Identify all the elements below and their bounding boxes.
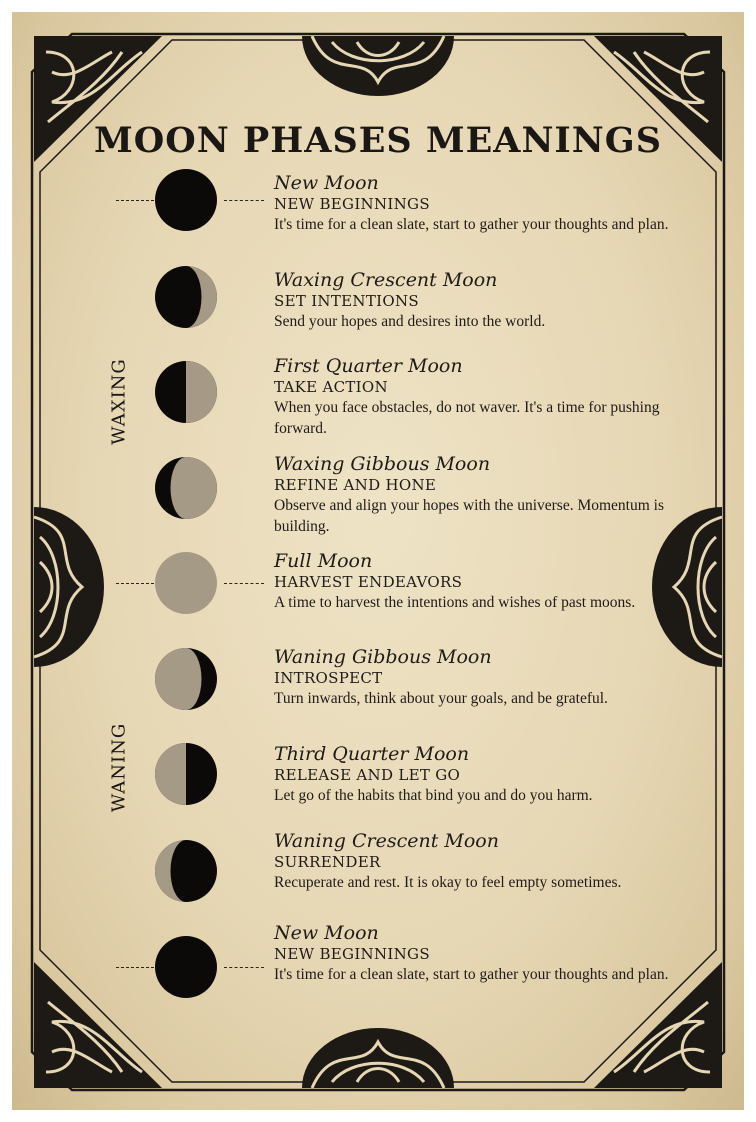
moon-phase-icon	[153, 550, 219, 616]
phase-theme: HARVEST ENDEAVORS	[274, 573, 463, 591]
phase-theme: REFINE AND HONE	[274, 476, 437, 494]
phase-entry	[274, 830, 694, 893]
phase-marker-dash	[116, 583, 154, 584]
phase-marker-dash	[116, 967, 154, 968]
phase-theme: SET INTENTIONS	[274, 292, 419, 310]
phase-marker-dash	[224, 967, 264, 968]
phase-name: Waning Gibbous Moon	[274, 646, 492, 668]
phase-entry	[274, 269, 694, 332]
page-title: MOON PHASES MEANINGS	[94, 120, 662, 161]
phase-description: It's time for a clean slate, start to gather your thoughts and plan.	[274, 216, 669, 233]
waning-label: WANING	[108, 722, 130, 813]
moon-disc	[155, 552, 217, 614]
phase-description: Recuperate and rest. It is okay to feel empty sometimes.	[274, 874, 622, 891]
phase-entry	[274, 922, 694, 985]
moon-disc	[155, 936, 217, 998]
phase-name: Waning Crescent Moon	[274, 830, 499, 852]
phase-name: Third Quarter Moon	[274, 743, 470, 765]
phase-description: A time to harvest the intentions and wishes of past moons.	[274, 594, 636, 611]
waxing-label: WAXING	[108, 358, 130, 445]
moon-phase-icon	[153, 264, 219, 330]
phase-name: Full Moon	[274, 550, 373, 572]
phase-theme: RELEASE AND LET GO	[274, 766, 461, 784]
phase-description: It's time for a clean slate, start to gather your thoughts and plan.	[274, 966, 669, 983]
phase-theme: SURRENDER	[274, 853, 381, 871]
phase-marker-dash	[224, 583, 264, 584]
phase-name: New Moon	[274, 922, 379, 944]
moon-phase-icon	[153, 359, 219, 425]
phase-theme: NEW BEGINNINGS	[274, 195, 430, 213]
phase-name: New Moon	[274, 172, 379, 194]
moon-phase-icon	[153, 741, 219, 807]
phase-theme: TAKE ACTION	[274, 378, 388, 396]
phase-entry	[274, 646, 694, 709]
phase-entry	[274, 743, 694, 806]
moon-lit-area	[155, 743, 186, 805]
phase-theme: NEW BEGINNINGS	[274, 945, 430, 963]
phase-entry	[274, 355, 694, 439]
moon-disc	[155, 169, 217, 231]
phase-marker-dash	[224, 200, 264, 201]
phase-theme: INTROSPECT	[274, 669, 383, 687]
moon-phase-icon	[153, 167, 219, 233]
moon-phase-icon	[153, 934, 219, 1000]
moon-lit-area	[171, 457, 218, 519]
phase-entry	[274, 550, 694, 613]
poster	[12, 12, 744, 1110]
moon-phase-icon	[153, 838, 219, 904]
phase-description: Observe and align your hopes with the universe. Momentum is building.	[274, 497, 665, 535]
moon-lit-area	[155, 648, 202, 710]
moon-phase-icon	[153, 455, 219, 521]
moon-lit-area	[186, 361, 217, 423]
phase-entry	[274, 453, 694, 537]
phase-description: Send your hopes and desires into the world.	[274, 313, 546, 330]
phase-entry	[274, 172, 694, 235]
phase-name: Waxing Gibbous Moon	[274, 453, 491, 475]
moon-phase-icon	[153, 646, 219, 712]
phase-marker-dash	[116, 200, 154, 201]
phase-description: Let go of the habits that bind you and do you harm.	[274, 787, 593, 804]
phase-description: Turn inwards, think about your goals, and be grateful.	[274, 690, 608, 707]
phase-description: When you face obstacles, do not waver. It's a time for pushing forward.	[274, 399, 660, 437]
phase-name: Waxing Crescent Moon	[274, 269, 498, 291]
phase-name: First Quarter Moon	[274, 355, 463, 377]
